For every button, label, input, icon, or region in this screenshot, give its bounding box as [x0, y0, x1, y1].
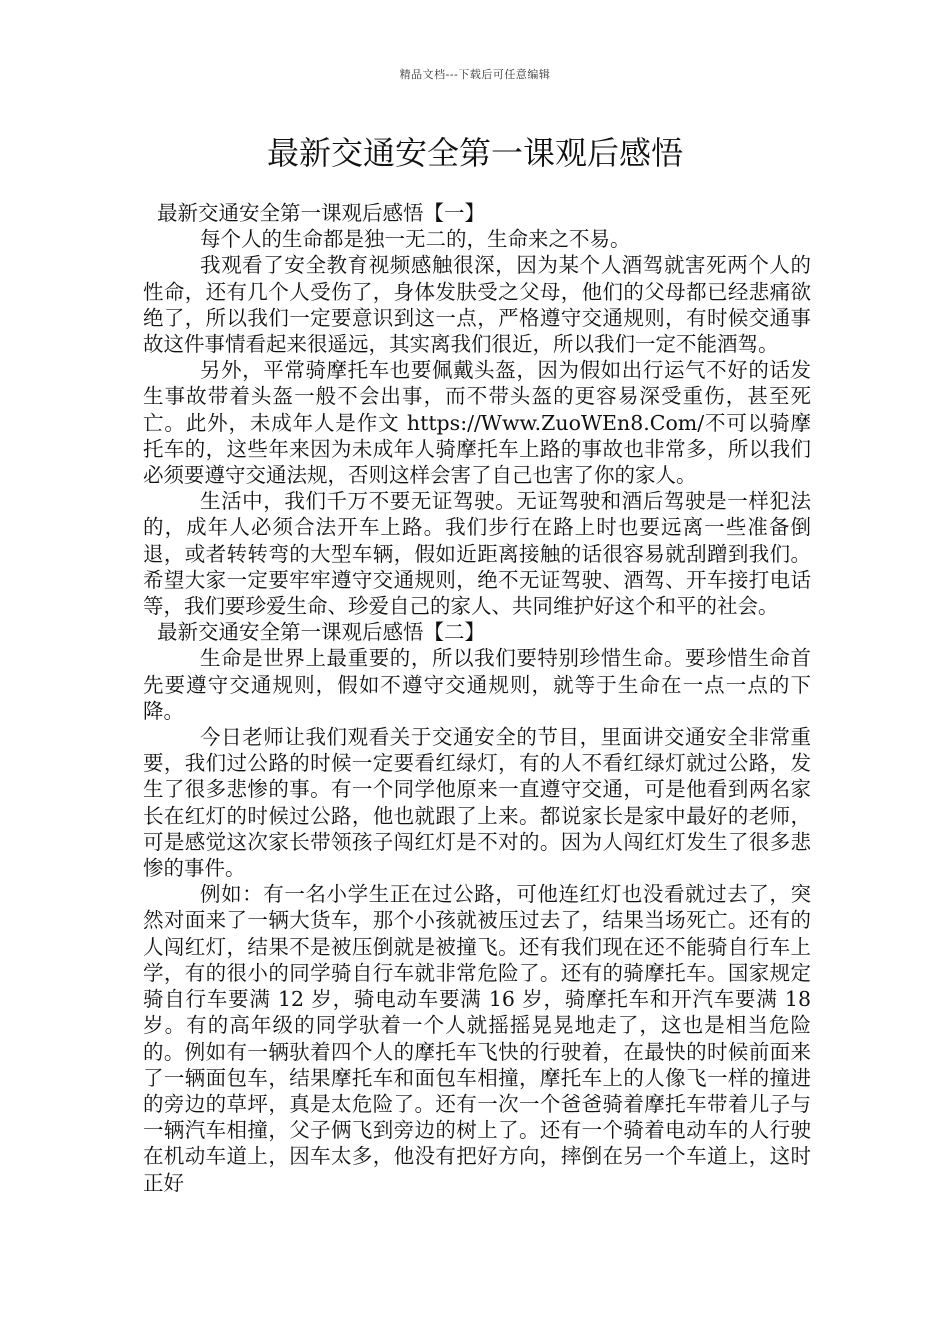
paragraph: 生活中，我们千万不要无证驾驶。无证驾驶和酒后驾驶是一样犯法的，成年人必须合法开车上路。我们步行在路上时也要远离一些准备倒退，或者转转弯的大型车辆，假如近距离接触的话很容易就刮蹭到我们。希望大家一定要牢牢遵守交通规则，绝不无证驾驶、酒驾、开车接打电话等，我们要珍爱生命、珍爱自己的家人、共同维护好这个和平的社会。	[143, 489, 811, 619]
section-heading: 最新交通安全第一课观后感悟【一】	[157, 201, 485, 225]
paragraph: 我观看了安全教育视频感触很深，因为某个人酒驾就害死两个人的性命，还有几个人受伤了，身体发肤受之父母，他们的父母都已经悲痛欲绝了，所以我们一定要意识到这一点，严格遵守交通规则，有时候交通事故这件事情看起来很遥远，其实离我们很近，所以我们一定不能酒驾。	[143, 253, 811, 357]
paragraph: 另外，平常骑摩托车也要佩戴头盔，因为假如出行运气不好的话发生事故带着头盔一般不会出事，而不带头盔的更容易深受重伤，甚至死亡。此外，未成年人是作文 https://Www.ZuoWEn8.Com/不可以骑摩托车的，这些年来因为未成年人骑摩托车上路的事故也非常多，所以我们必须要遵守交通法规，否则这样会害了自己也害了你的家人。	[143, 358, 811, 488]
section-heading: 最新交通安全第一课观后感悟【二】	[157, 620, 485, 645]
document-title: 最新交通安全第一课观后感悟	[266, 134, 683, 172]
section-2	[143, 619, 811, 1195]
header-note: 精品文档---下载后可任意编辑	[399, 68, 551, 81]
paragraph: 今日老师让我们观看关于交通安全的节目，里面讲交通安全非常重要，我们过公路的时候一定要看红绿灯，有的人不看红绿灯就过公路，发生了很多悲惨的事。有一个同学他原来一直遵守交通，可是他看到两名家长在红灯的时候过公路，他也就跟了上来。都说家长是家中最好的老师，可是感觉这次家长带领孩子闯红灯是不对的。因为人闯红灯发生了很多悲惨的事件。	[143, 725, 811, 881]
paragraph: 生命是世界上最重要的，所以我们要特别珍惜生命。要珍惜生命首先要遵守交通规则，假如不遵守交通规则，就等于生命在一点一点的下降。	[143, 646, 811, 723]
paragraph: 每个人的生命都是独一无二的，生命来之不易。	[200, 227, 631, 252]
document-body	[143, 200, 811, 1196]
paragraph: 例如：有一名小学生正在过公路，可他连红灯也没看就过去了，突然对面来了一辆大货车，那个小孩就被压过去了，结果当场死亡。还有的人闯红灯，结果不是被压倒就是被撞飞。还有我们现在还不能骑自行车上学，有的很小的同学骑自行车就非常危险了。还有的骑摩托车。国家规定骑自行车要满 12 岁，骑电动车要满 16 岁，骑摩托车和开汽车要满 18 岁。有的高年级的同学驮着一个人就摇摇晃晃地走了，这也是相当危险的。例如有一辆驮着四个人的摩托车飞快的行驶着，在最快的时候前面来了一辆面包车，结果摩托车和面包车相撞，摩托车上的人像飞一样的撞进的旁边的草坪，真是太危险了。还有一次一个爸爸骑着摩托车带着儿子与一辆汽车相撞，父子俩飞到旁边的树上了。还有一个骑着电动车的人行驶在机动车道上，因车太多，他没有把好方向，摔倒在另一个车道上，这时正好	[143, 882, 811, 1195]
section-1	[143, 200, 811, 619]
